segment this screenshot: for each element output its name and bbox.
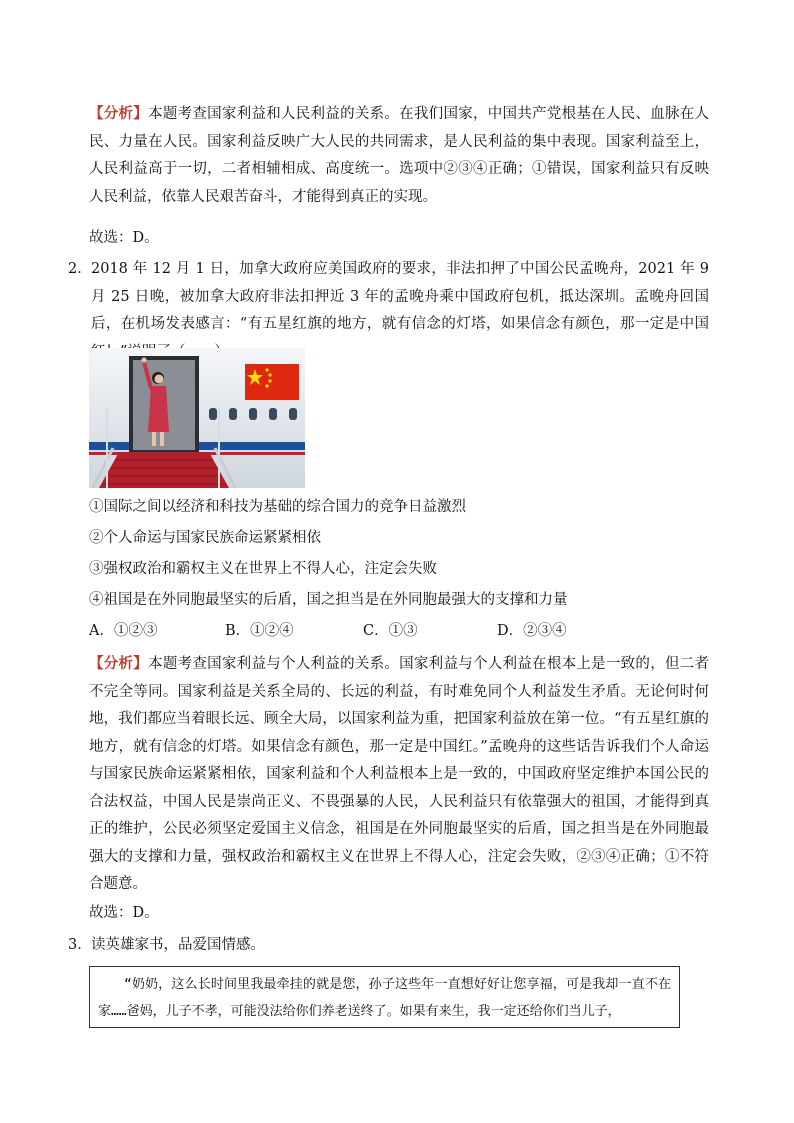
question-photo <box>89 348 305 488</box>
question-text-3: 读英雄家书，品爱国情感。 <box>91 937 265 953</box>
answer-line-1: 故选：D。 <box>89 230 159 246</box>
question-number-3: 3． <box>68 937 92 953</box>
answer-line-2: 故选：D。 <box>89 905 159 921</box>
analysis-tag: 【分析】 <box>89 655 149 672</box>
analysis-text: 本题考查国家利益和人民利益的关系。在我们国家，中国共产党根基在人民、血脉在人民、力量在人民。国家利益反映广大人民的共同需求，是人民利益的集中表现。国家利益至上，人民利益高于一切，二者相辅相成、高度统一。选项中②③④正确；①错误，国家利益只有反映人民利益，依靠人民艰苦奋斗，才能得到真正的实现。 <box>89 106 710 205</box>
flag-icon <box>245 364 299 400</box>
analysis-paragraph-2 <box>89 650 709 899</box>
choice-b: B．①②④ <box>225 623 294 639</box>
analysis-paragraph-1 <box>89 100 709 211</box>
analysis-tag: 【分析】 <box>89 105 149 122</box>
analysis-text: 本题考查国家利益与个人利益的关系。国家利益与个人利益在根本上是一致的，但二者不完全等同。国家利益是关系全局的、长远的利益，有时难免同个人利益发生矛盾。无论何时何地，我们都应当着眼长远、顾全大局，以国家利益为重，把国家利益放在第一位。“有五星红旗的地方，就有信念的灯塔。如果信念有颜色，那一定是中国红。”孟晚舟的这些话告诉我们个人命运与国家民族命运紧紧相依，国家利益和个人利益根本上是一致的，中国政府坚定维护本国公民的合法权益，中国人民是崇尚正义、不畏强暴的人民，人民利益只有依靠强大的祖国，才能得到真正的维护，公民必须坚定爱国主义信念，祖国是在外同胞最坚实的后盾，国之担当是在外同胞最强大的支撑和力量，强权政治和霸权主义在世界上不得人心，注定会失败，②③④正确；①不符合题意。 <box>89 656 710 892</box>
question-text-2: 2018 年 12 月 1 日，加拿大政府应美国政府的要求，非法扣押了中国公民孟晚舟，2021 年 9 月 25 日晚，被加拿大政府非法扣押近 3 年的孟晚舟乘中国政府包机，抵达深圳。孟晚舟回国后，在机场发表感言：“有五星红旗的地方，就有信念的灯塔，如果信念有颜色，那一定是中国 <box>91 261 709 332</box>
statement-3: ③强权政治和霸权主义在世界上不得人心，注定会失败 <box>89 561 437 577</box>
letter-quote-box <box>89 966 680 1028</box>
choice-a: A．①②③ <box>89 623 158 639</box>
statement-4: ④祖国是在外同胞最坚实的后盾，国之担当是在外同胞最强大的支撑和力量 <box>89 592 568 608</box>
choice-d: D．②③④ <box>497 623 567 639</box>
statement-1: ①国际之间以经济和科技为基础的综合国力的竞争日益激烈 <box>89 499 466 515</box>
letter-quote-text: “奶奶，这么长时间里我最牵挂的就是您，孙子这些年一直想好好让您享福，可是我却一直不在家……爸妈，儿子不孝，可能没法给你们养老送终了。如果有来生，我一定还给你们当儿子， <box>98 977 671 1019</box>
choice-c: C．①③ <box>363 623 418 639</box>
statement-2: ②个人命运与国家民族命运紧紧相依 <box>89 530 321 546</box>
question-number-2: 2． <box>68 261 92 277</box>
plane-arrival-illustration <box>89 348 305 488</box>
